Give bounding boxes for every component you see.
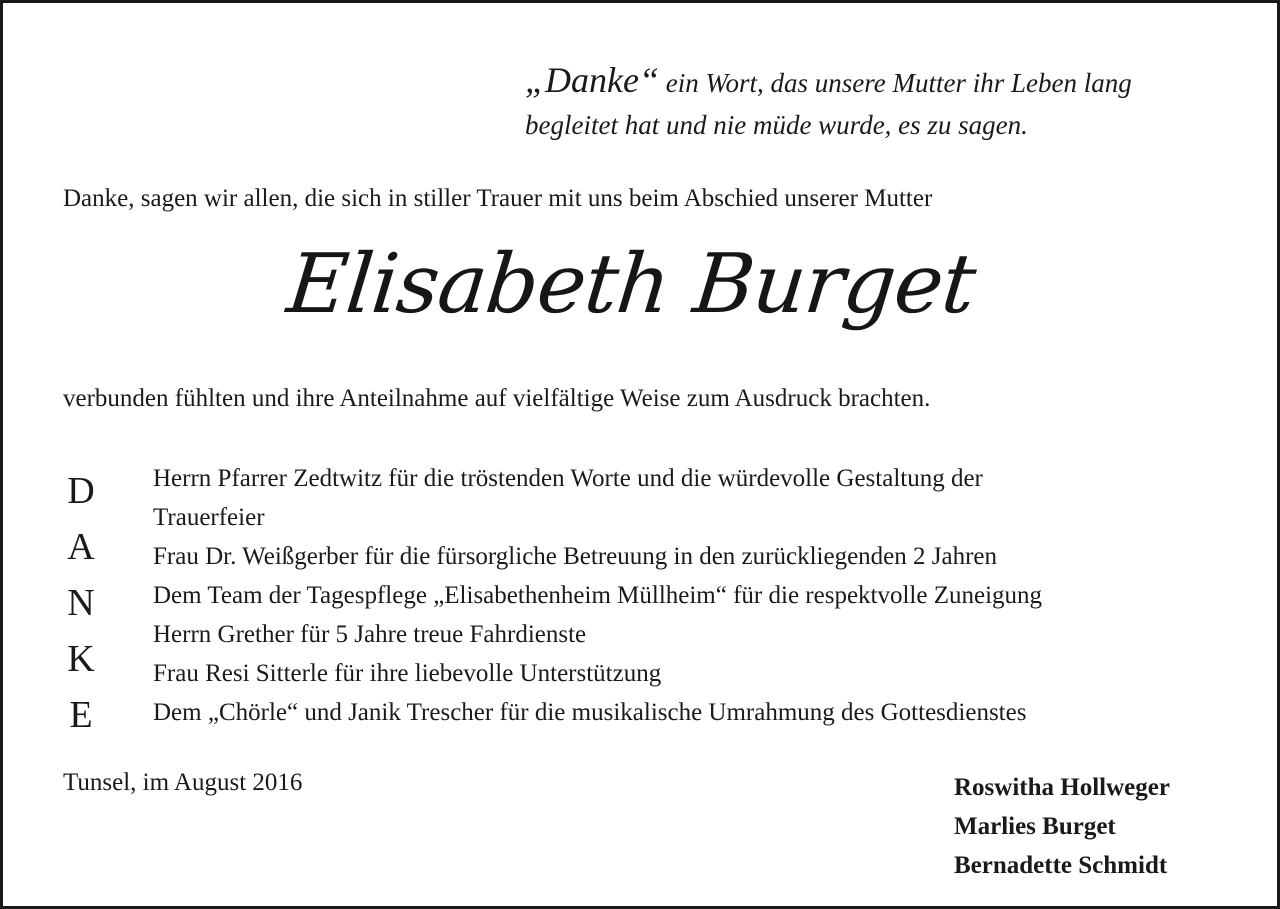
deceased-name-text: Elisabeth Burget (282, 237, 980, 332)
quote-block (525, 59, 1245, 146)
acrostic-letter: D (67, 470, 95, 512)
signer-name: Marlies Burget (954, 813, 1116, 840)
thanks-item: Dem „Chörle“ und Janik Trescher für die musikalische Umrahmung des Gottesdienstes (153, 699, 1027, 726)
signer-name: Bernadette Schmidt (954, 852, 1168, 879)
acrostic-letter: K (67, 638, 95, 680)
thanks-item: Herrn Grether für 5 Jahre treue Fahrdienste (153, 621, 587, 648)
thanks-item: Herrn Pfarrer Zedtwitz für die tröstenden Worte und die würdevolle Gestaltung der (153, 465, 983, 492)
acrostic-letter: N (67, 582, 95, 624)
thanks-list (153, 459, 1233, 732)
thanks-item: Frau Dr. Weißgerber für die fürsorgliche Betreuung in den zurückliegenden 2 Jahren (153, 543, 998, 570)
signer-name: Roswitha Hollweger (954, 774, 1170, 801)
intro-text: Danke, sagen wir allen, die sich in stiller Trauer mit uns beim Abschied unserer Mutter (63, 185, 933, 212)
deceased-name (3, 237, 1280, 332)
danke-acrostic (61, 463, 101, 743)
quote-danke: „Danke“ (525, 60, 659, 100)
outro-text: verbunden fühlten und ihre Anteilnahme auf vielfältige Weise zum Ausdruck brachten. (63, 385, 931, 412)
thanks-item: Frau Resi Sitterle für ihre liebevolle Unterstützung (153, 660, 662, 687)
quote-line-2: begleitet hat und nie müde wurde, es zu sagen. (525, 110, 1028, 140)
quote-line-1 (525, 59, 1245, 104)
thanks-item: Dem Team der Tagespflege „Elisabethenheim Müllheim“ für die respektvolle Zuneigung (153, 582, 1043, 609)
acrostic-letter: A (67, 526, 95, 568)
signers (954, 768, 1170, 885)
place-date: Tunsel, im August 2016 (63, 769, 303, 796)
quote-rest: ein Wort, das unsere Mutter ihr Leben lang (659, 68, 1132, 98)
acrostic-letter: E (69, 694, 93, 736)
thanks-item: Trauerfeier (153, 504, 265, 531)
